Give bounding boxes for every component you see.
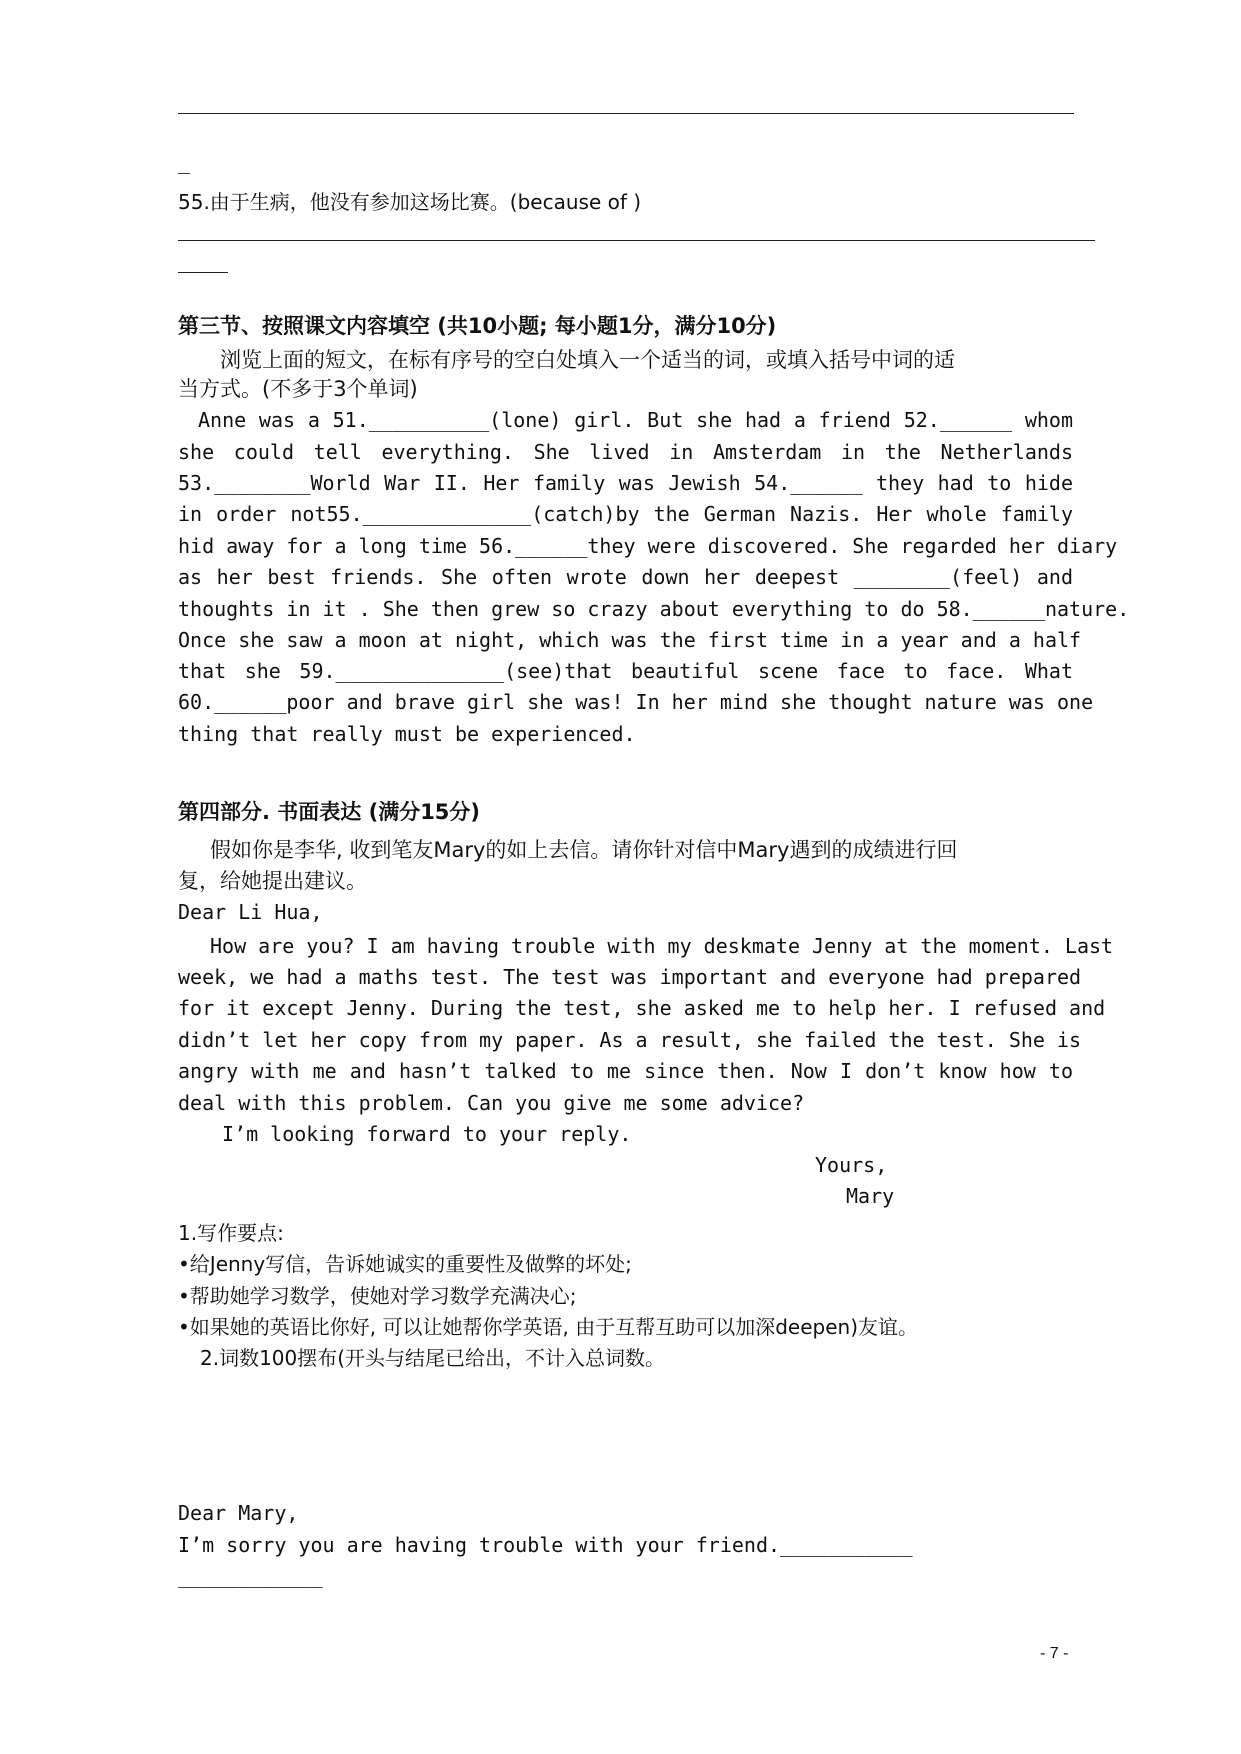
passage-line: hid away for a long time 56.______they were discovered. She regarded her diary bbox=[178, 534, 1118, 558]
letter-closing-line: I’m looking forward to your reply. bbox=[222, 1122, 632, 1146]
reply-greeting: Dear Mary, bbox=[178, 1501, 299, 1525]
word-count-note: 2.词数100摆布(开头与结尾已给出，不计入总词数。 bbox=[200, 1346, 666, 1370]
q55-answer-line bbox=[178, 240, 1095, 241]
passage-line: Anne was a 51.__________(lone) girl. But she had a friend 52.______ whom bbox=[198, 408, 1073, 432]
letter-body-line: didn’t let her copy from my paper. As a result, she failed the test. She is bbox=[178, 1028, 1082, 1052]
requirement-bullet: •如果她的英语比你好, 可以让她帮你学英语, 由于互帮互助可以加深deepen)友谊。 bbox=[178, 1315, 919, 1339]
section3-heading: 第三节、按照课文内容填空 (共10小题; 每小题1分，满分10分) bbox=[178, 314, 777, 338]
passage-line: 53.________World War II. Her family was Jewish 54.______ they had to hide bbox=[178, 471, 1073, 495]
letter-body-line: week, we had a maths test. The test was important and everyone had prepared bbox=[178, 965, 1082, 989]
page-number: - 7 - bbox=[1040, 1645, 1069, 1662]
section4-prompt-line1: 假如你是李华, 收到笔友Mary的如上去信。请你针对信中Mary遇到的成绩进行回 bbox=[210, 838, 958, 862]
passage-line: she could tell everything. She lived in Amsterdam in the Netherlands bbox=[178, 440, 1073, 464]
header-rule bbox=[178, 113, 1074, 114]
letter-signature: Mary bbox=[846, 1184, 895, 1208]
requirement-bullet: •帮助她学习数学，使她对学习数学充满决心; bbox=[178, 1284, 577, 1308]
letter-body-line: How are you? I am having trouble with my deskmate Jenny at the moment. Last bbox=[210, 934, 1114, 958]
reply-first-line: I’m sorry you are having trouble with your friend.___________ bbox=[178, 1533, 913, 1557]
letter-body-line: deal with this problem. Can you give me some advice? bbox=[178, 1091, 805, 1115]
letter-signoff: Yours, bbox=[815, 1153, 888, 1177]
passage-line: Once she saw a moon at night, which was the first time in a year and a half bbox=[178, 628, 1082, 652]
letter-greeting: Dear Li Hua, bbox=[178, 900, 323, 924]
q55-answer-line-tail bbox=[178, 272, 228, 273]
requirement-bullet: •给Jenny写信，告诉她诚实的重要性及做弊的坏处; bbox=[178, 1252, 632, 1276]
passage-line: as her best friends. She often wrote down her deepest ________(feel) and bbox=[178, 565, 1073, 589]
letter-body-line: angry with me and hasn’t talked to me since then. Now I don’t know how to bbox=[178, 1059, 1073, 1083]
passage-line: thoughts in it . She then grew so crazy about everything to do 58.______nature. bbox=[178, 597, 1130, 621]
passage-line: in order not55.______________(catch)by the German Nazis. Her whole family bbox=[178, 502, 1073, 526]
passage-line: that she 59.______________(see)that beautiful scene face to face. What bbox=[178, 659, 1073, 683]
reply-blank-line: ____________ bbox=[178, 1564, 323, 1588]
q55-text: 55.由于生病，他没有参加这场比赛。(because of ) bbox=[178, 190, 642, 214]
section3-instruction-line1: 浏览上面的短文，在标有序号的空白处填入一个适当的词，或填入括号中词的适 bbox=[220, 348, 955, 372]
section3-instruction-line2: 当方式。(不多于3个单词) bbox=[178, 377, 418, 401]
q55-prefix-dash: _ bbox=[178, 150, 191, 174]
section4-prompt-line2: 复，给她提出建议。 bbox=[178, 869, 367, 893]
passage-line: 60.______poor and brave girl she was! In her mind she thought nature was one bbox=[178, 690, 1094, 714]
section4-heading: 第四部分. 书面表达 (满分15分) bbox=[178, 800, 481, 824]
requirements-title: 1.写作要点: bbox=[178, 1221, 284, 1245]
passage-line: thing that really must be experienced. bbox=[178, 722, 636, 746]
letter-body-line: for it except Jenny. During the test, she asked me to help her. I refused and bbox=[178, 996, 1106, 1020]
